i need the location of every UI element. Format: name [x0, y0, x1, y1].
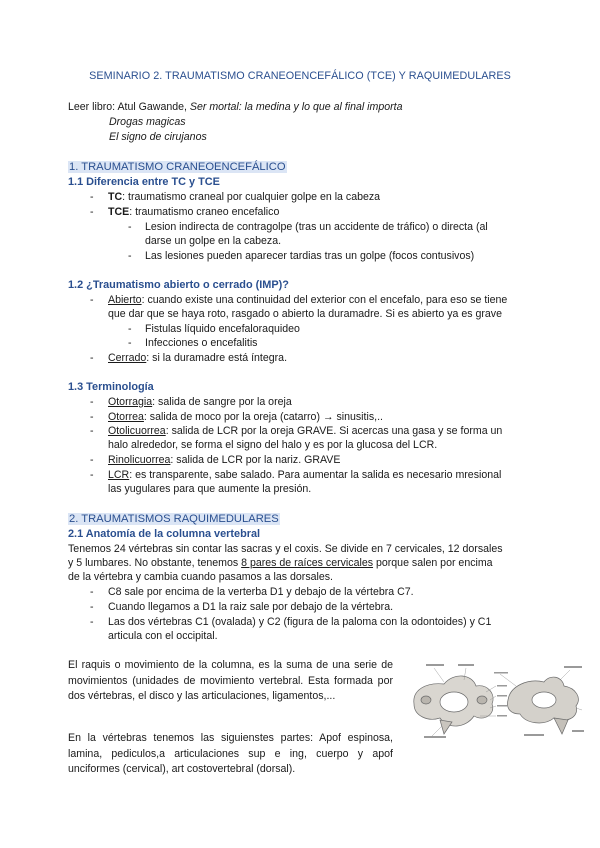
cerrado-definition: Cerrado: si la duramadre está íntegra. — [108, 352, 288, 364]
bullet-dash: - — [90, 454, 94, 466]
reading-book-2: Drogas magicas — [109, 116, 186, 128]
bullet-dash: - — [90, 396, 94, 408]
bullet-dash: - — [90, 425, 94, 437]
reading-book-3: El signo de cirujanos — [109, 131, 207, 143]
anatomy-bullet-3-line-1: Las dos vértebras C1 (ovalada) y C2 (figura de la paloma con la odontoides) y C1 — [108, 616, 492, 628]
abierto-sub-1: Fistulas líquido encefaloraquideo — [145, 323, 300, 335]
tce-sub-1-line-2: darse un golpe en la cabeza. — [145, 235, 282, 247]
bullet-dash: - — [90, 616, 94, 628]
tce-sub-2: Las lesiones pueden aparecer tardias tras un golpe (focos contusivos) — [145, 250, 475, 262]
anatomy-intro-line-2: y 5 lumbares. No obstante, tenemos 8 pares de raíces cervicales porque salen por encima — [68, 557, 493, 569]
abierto-sub-2: Infecciones o encefalitis — [145, 337, 258, 349]
abierto-line-1: Abierto: cuando existe una continuidad del exterior con el encefalo, para eso se tiene — [108, 294, 508, 306]
section-1-heading: 1. TRAUMATISMO CRANEOENCEFÁLICO — [69, 161, 286, 173]
bullet-dash: - — [128, 323, 132, 335]
bullet-dash: - — [90, 411, 94, 423]
vertebra-parts-paragraph: En la vértebras tenemos las siguienstes partes: Apof espinosa, lamina, pediculos,a articulaciones sup e ing, cuerpo y apof unciformes (cervical), art costovertebral (dorsal). — [68, 732, 393, 775]
bullet-dash: - — [128, 221, 132, 233]
subsection-1-3-heading: 1.3 Terminología — [68, 381, 154, 393]
otorrea-definition: Otorrea: salida de moco por la oreja (catarro) → sinusitis,.. — [108, 411, 383, 423]
anatomy-intro-line-1: Tenemos 24 vértebras sin contar las sacras y el coxis. Se divide en 7 cervicales, 12 dorsales — [68, 543, 503, 555]
tce-sub-1-line-1: Lesion indirecta de contragolpe (tras un accidente de tráfico) o directa (al — [145, 221, 488, 233]
anatomy-bullet-1: C8 sale por encima de la verterba D1 y debajo de la vértebra C7. — [108, 586, 414, 598]
tce-definition: TCE: traumatismo craneo encefalico — [108, 206, 280, 218]
otorragia-definition: Otorragia: salida de sangre por la oreja — [108, 396, 292, 408]
otolicuorrea-line-2: halo alrededor, se forma el signo del halo y es por la glucosa del LCR. — [108, 439, 438, 451]
bullet-dash: - — [90, 352, 94, 364]
otolicuorrea-line-1: Otolicuorrea: salida de LCR por la oreja GRAVE. Si acercas una gasa y se forma un — [108, 425, 503, 437]
section-2-heading: 2. TRAUMATISMOS RAQUIMEDULARES — [69, 513, 279, 525]
reading-prefix: Leer libro: Atul Gawande, — [68, 101, 190, 113]
tc-definition: TC: traumatismo craneal por cualquier golpe en la cabeza — [108, 191, 381, 203]
bullet-dash: - — [90, 191, 94, 203]
bullet-dash: - — [90, 294, 94, 306]
reading-book-1: Ser mortal: la medina y lo que al final importa — [189, 101, 403, 113]
anatomy-bullet-2: Cuando llegamos a D1 la raiz sale por debajo de la vértebra. — [108, 601, 394, 613]
subsection-1-2-heading: 1.2 ¿Traumatismo abierto o cerrado (IMP)? — [68, 279, 289, 291]
rinolicuorrea-definition: Rinolicuorrea: salida de LCR por la nariz. GRAVE — [108, 454, 341, 466]
bullet-dash: - — [128, 250, 132, 262]
lcr-line-2: las yugulares para que aumente la presión. — [108, 483, 312, 495]
abierto-line-2: que dar que se haya roto, rasgado o abierto la duramadre. Si es abierto ya es grave — [108, 308, 502, 320]
subsection-1-1-heading: 1.1 Diferencia entre TC y TCE — [68, 176, 220, 188]
vertebrae-illustration — [404, 660, 586, 740]
anatomy-bullet-3-line-2: articula con el occipital. — [108, 630, 218, 642]
raquis-paragraph: El raquis o movimiento de la columna, es la suma de una serie de movimientos (unidades de movimiento vertebral. Esta formada por dos vértebras, el disco y las articulaciones, ligamentos,... — [68, 659, 393, 702]
lcr-line-1: LCR: es transparente, sabe salado. Para aumentar la salida es necesario mresional — [108, 469, 502, 481]
bullet-dash: - — [128, 337, 132, 349]
bullet-dash: - — [90, 586, 94, 598]
document-title: SEMINARIO 2. TRAUMATISMO CRANEOENCEFÁLICO (TCE) Y RAQUIMEDULARES — [89, 70, 511, 82]
bullet-dash: - — [90, 469, 94, 481]
subsection-2-1-heading: 2.1 Anatomía de la columna vertebral — [68, 528, 261, 540]
reading-line — [68, 100, 402, 114]
bullet-dash: - — [90, 206, 94, 218]
anatomy-intro-line-3: de la vértebra y cambia cuando pasamos a las dorsales. — [68, 571, 333, 583]
bullet-dash: - — [90, 601, 94, 613]
